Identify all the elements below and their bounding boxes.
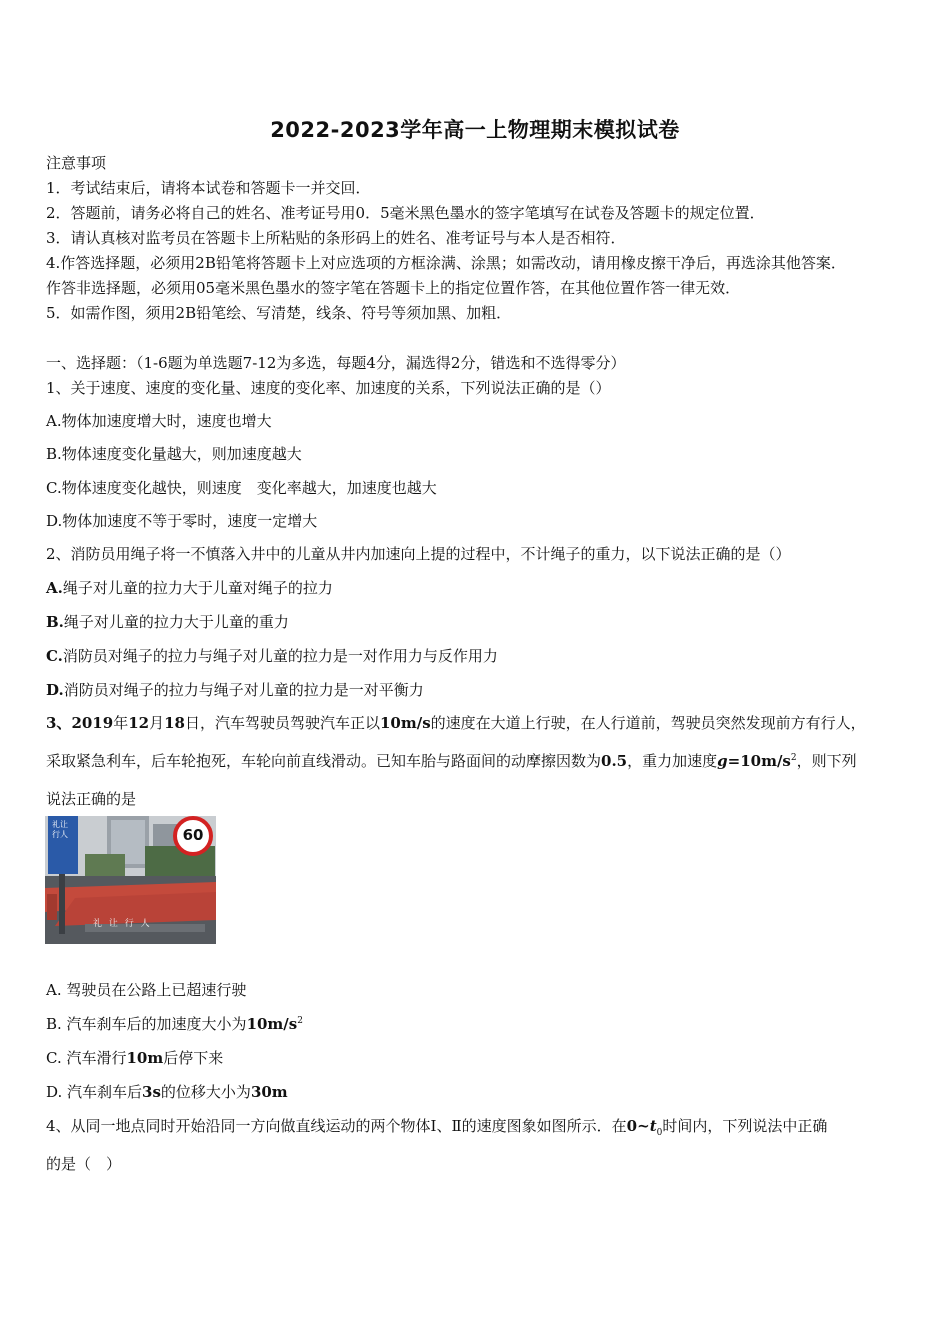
question-number: 3、 [46, 714, 72, 732]
value: 30m [250, 1083, 288, 1101]
option-letter: B. [46, 613, 64, 631]
speed-limit-sign: 60 [182, 826, 204, 844]
time-range: 0~ [626, 1117, 650, 1135]
question-3-stem-line1 [46, 712, 866, 733]
question-1-option-d: D.物体加速度不等于零时，速度一定增大 [46, 512, 318, 530]
friction-coefficient: 0.5 [601, 752, 628, 770]
option-text: 消防员对绳子的拉力与绳子对儿童的拉力是一对平衡力 [63, 681, 424, 699]
question-1-option-a: A.物体加速度增大时，速度也增大 [46, 412, 272, 430]
text: D. 汽车刹车后 [46, 1083, 143, 1101]
question-1-stem: 1、关于速度、速度的变化量、速度的变化率、加速度的关系，下列说法正确的是（） [46, 379, 611, 397]
value: 3s [142, 1083, 161, 1101]
text: ，重力加速度 [627, 752, 718, 770]
day: 18 [164, 714, 185, 732]
question-4-stem-line2: 的是（ ） [46, 1155, 122, 1173]
text: 月 [149, 714, 165, 732]
text: 时间内，下列说法中正确 [662, 1117, 828, 1135]
notice-item: 4.作答选择题，必须用2B铅笔将答题卡上对应选项的方框涂满、涂黑；如需改动，请用橡皮擦干净后，再选涂其他答案． [46, 254, 846, 272]
text: 日，汽车驾驶员驾驶汽车正以 [184, 714, 380, 732]
text: ，则下列 [796, 752, 857, 770]
text: 的位移大小为 [160, 1083, 251, 1101]
option-letter: C. [46, 647, 63, 665]
notice-item: 作答非选择题，必须用05毫米黑色墨水的签字笔在答题卡上的指定位置作答，在其他位置作答一律无效． [46, 279, 741, 297]
gravity-symbol: g [717, 752, 728, 770]
option-text: 消防员对绳子的拉力与绳子对儿童的拉力是一对作用力与反作用力 [62, 647, 498, 665]
text: 后停下来 [163, 1049, 224, 1067]
subscript: 0 [656, 1128, 663, 1138]
page-title: 2022-2023学年高一上物理期末模拟试卷 [270, 118, 680, 142]
time-symbol: t [649, 1117, 657, 1135]
question-2-option-a [46, 577, 333, 598]
text: B. 汽车刹车后的加速度大小为 [46, 1015, 247, 1033]
year: 2019 [71, 714, 114, 732]
question-2-option-c [46, 645, 498, 666]
road-crossing-photo [45, 816, 216, 944]
text: C. 汽车滑行 [46, 1049, 127, 1067]
section-heading: 一、选择题：（1-6题为单选题7-12为多选，每题4分，漏选得2分，错选和不选得零分） [46, 354, 626, 372]
value: 10m [126, 1049, 164, 1067]
road-marking-text: 礼 让 行 人 [93, 919, 152, 929]
superscript: 2 [790, 753, 797, 763]
option-letter: D. [46, 681, 64, 699]
text: 年 [113, 714, 129, 732]
question-3-stem-line3: 说法正确的是 [46, 790, 137, 808]
question-2-option-b [46, 611, 289, 632]
notice-item: 1．考试结束后，请将本试卷和答题卡一并交回． [46, 179, 371, 197]
question-1-option-c: C.物体速度变化越快，则速度 变化率越大，加速度也越大 [46, 479, 437, 497]
question-2-stem: 2、消防员用绳子将一不慎落入井中的儿童从井内加速向上提的过程中，不计绳子的重力，以下说法正确的是（） [46, 545, 791, 563]
question-3-option-d [46, 1081, 288, 1102]
question-3-option-a: A. 驾驶员在公路上已超速行驶 [46, 981, 247, 999]
superscript: 2 [297, 1016, 303, 1026]
notice-item: 5．如需作图，须用2B铅笔绘、写清楚，线条、符号等须加黑、加粗． [46, 304, 512, 322]
notice-heading: 注意事项 [46, 154, 107, 172]
month: 12 [128, 714, 150, 732]
speed-value: 10m/s [379, 714, 431, 732]
option-text: 绳子对儿童的拉力大于儿童对绳子的拉力 [62, 579, 333, 597]
notice-item: 3．请认真核对监考员在答题卡上所粘贴的条形码上的姓名、准考证号与本人是否相符． [46, 229, 626, 247]
question-3-stem-line2 [46, 750, 857, 771]
text: 4、从同一地点同时开始沿同一方向做直线运动的两个物体Ⅰ、Ⅱ的速度图象如图所示．在 [46, 1117, 627, 1135]
question-1-option-b: B.物体速度变化量越大，则加速度越大 [46, 445, 302, 463]
notice-item: 2．答题前，请务必将自己的姓名、准考证号用0．5毫米黑色墨水的签字笔填写在试卷及答题卡的规定位置． [46, 204, 765, 222]
question-4-stem-line1 [46, 1115, 827, 1138]
text: 的速度在大道上行驶，在人行道前，驾驶员突然发现前方有行人， [430, 714, 866, 732]
pedestrian-sign-text: 礼让行人 [52, 820, 68, 839]
question-3-option-c [46, 1047, 223, 1068]
question-2-option-d [46, 679, 424, 700]
value: 10m/s [246, 1015, 298, 1033]
question-3-option-b [46, 1013, 303, 1034]
text: 采取紧急利车，后车轮抱死，车轮向前直线滑动。已知车胎与路面间的动摩擦因数为 [46, 752, 602, 770]
option-letter: A. [46, 579, 63, 597]
option-text: 绳子对儿童的拉力大于儿童的重力 [63, 613, 289, 631]
gravity-value: =10m/s [727, 752, 791, 770]
